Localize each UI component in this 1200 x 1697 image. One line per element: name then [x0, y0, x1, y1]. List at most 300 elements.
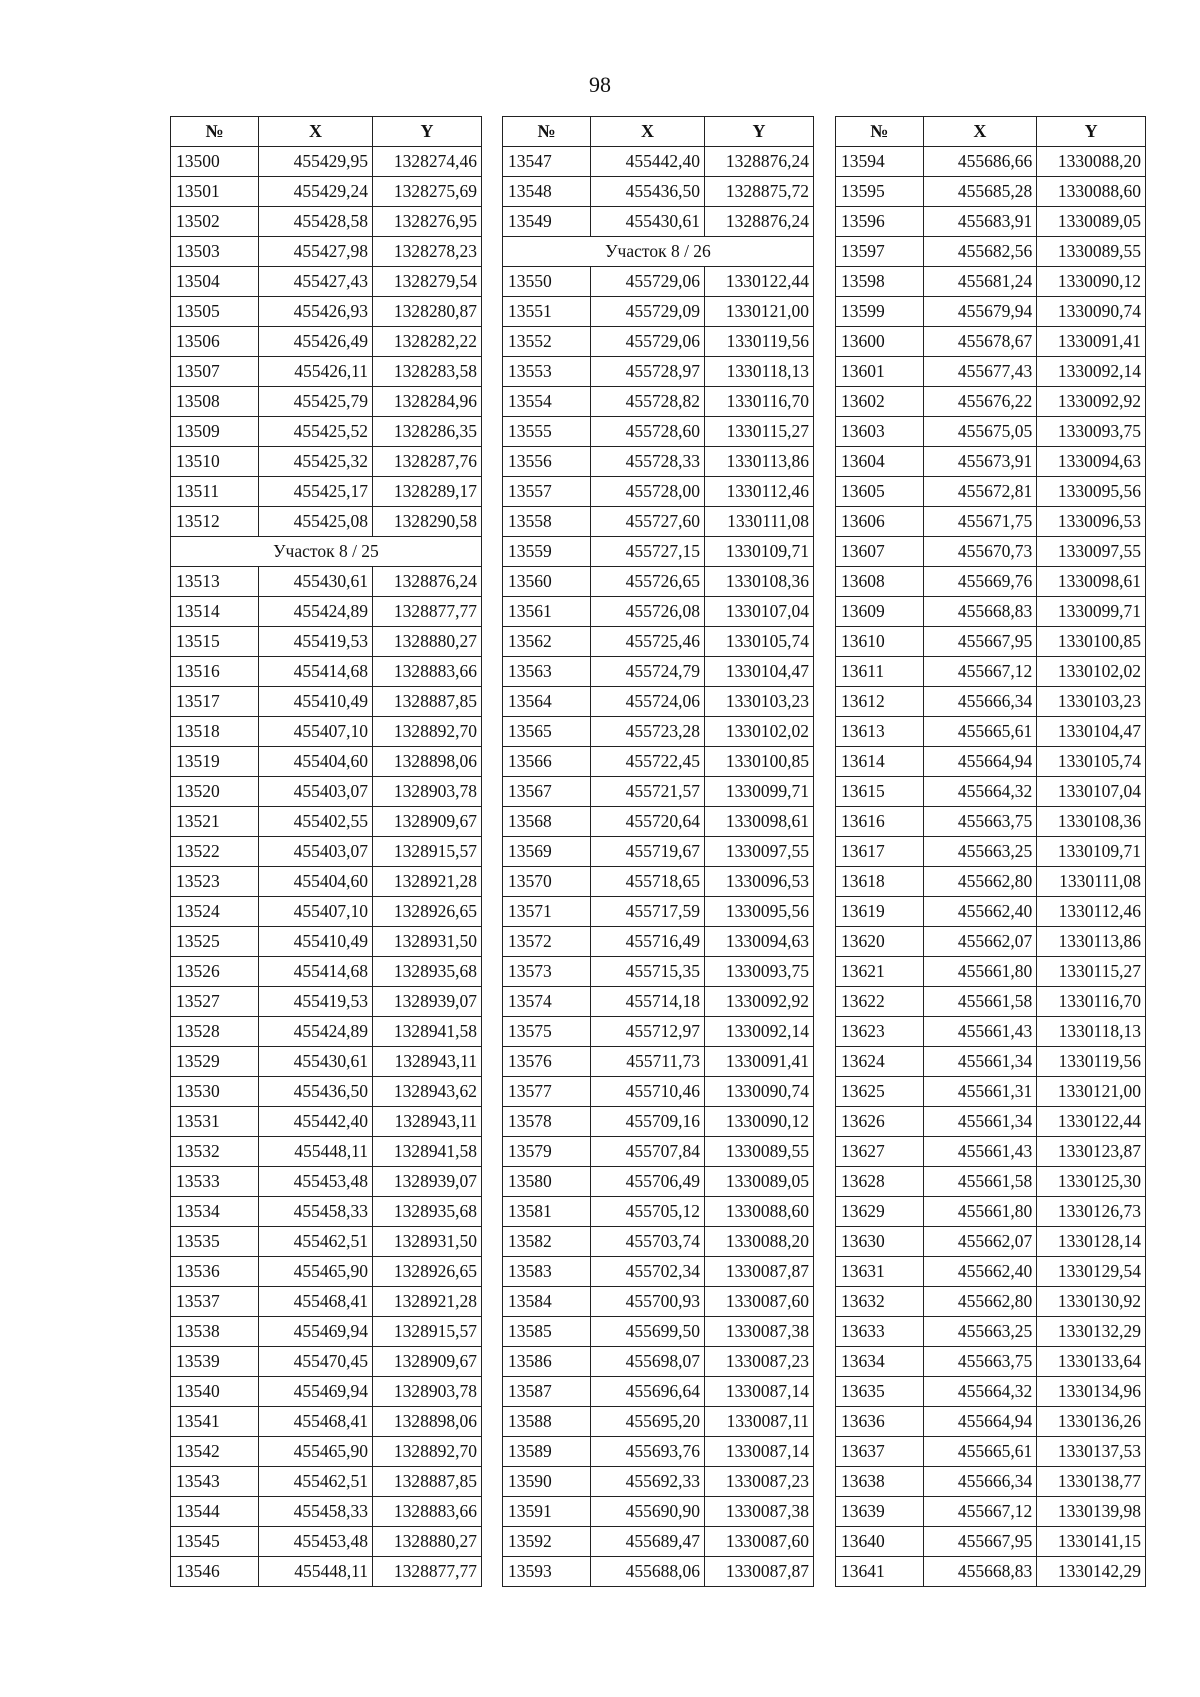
point-number: 13559: [503, 537, 591, 567]
x-coordinate: 455692,33: [591, 1467, 705, 1497]
x-coordinate: 455710,46: [591, 1077, 705, 1107]
x-coordinate: 455664,32: [923, 1377, 1037, 1407]
y-coordinate: 1328892,70: [373, 717, 482, 747]
point-number: 13522: [171, 837, 259, 867]
x-coordinate: 455729,06: [591, 327, 705, 357]
point-number: 13548: [503, 177, 591, 207]
x-coordinate: 455662,07: [923, 1227, 1037, 1257]
y-coordinate: 1328903,78: [373, 1377, 482, 1407]
y-coordinate: 1328892,70: [373, 1437, 482, 1467]
x-coordinate: 455700,93: [591, 1287, 705, 1317]
x-coordinate: 455428,58: [259, 207, 373, 237]
table-row: [171, 1527, 482, 1557]
point-number: 13558: [503, 507, 591, 537]
table-row: [836, 777, 1146, 807]
y-coordinate: 1330139,98: [1037, 1497, 1146, 1527]
point-number: 13584: [503, 1287, 591, 1317]
y-coordinate: 1330104,47: [705, 657, 814, 687]
table-row: [503, 1017, 814, 1047]
y-coordinate: 1328876,24: [705, 147, 814, 177]
point-number: 13541: [171, 1407, 259, 1437]
y-coordinate: 1330099,71: [705, 777, 814, 807]
point-number: 13504: [171, 267, 259, 297]
y-coordinate: 1328883,66: [373, 1497, 482, 1527]
y-coordinate: 1328880,27: [373, 1527, 482, 1557]
x-coordinate: 455675,05: [923, 417, 1037, 447]
table-row: [836, 1527, 1146, 1557]
x-coordinate: 455672,81: [923, 477, 1037, 507]
table-row: [171, 837, 482, 867]
point-number: 13633: [836, 1317, 924, 1347]
point-number: 13582: [503, 1227, 591, 1257]
x-coordinate: 455661,43: [923, 1137, 1037, 1167]
y-coordinate: 1330093,75: [1037, 417, 1146, 447]
point-number: 13586: [503, 1347, 591, 1377]
x-coordinate: 455670,73: [923, 537, 1037, 567]
table-row: [836, 1377, 1146, 1407]
table-row: [503, 1467, 814, 1497]
y-coordinate: 1330119,56: [705, 327, 814, 357]
x-coordinate: 455714,18: [591, 987, 705, 1017]
table-row: [836, 987, 1146, 1017]
y-coordinate: 1330138,77: [1037, 1467, 1146, 1497]
table-row: [836, 207, 1146, 237]
table-row: [836, 1317, 1146, 1347]
x-coordinate: 455469,94: [259, 1317, 373, 1347]
table-row: [171, 147, 482, 177]
y-coordinate: 1328943,11: [373, 1107, 482, 1137]
point-number: 13557: [503, 477, 591, 507]
y-coordinate: 1330098,61: [1037, 567, 1146, 597]
y-column-header: Y: [705, 117, 814, 147]
point-number: 13537: [171, 1287, 259, 1317]
table-row: [836, 897, 1146, 927]
x-coordinate: 455676,22: [923, 387, 1037, 417]
point-number: 13553: [503, 357, 591, 387]
table-row: [836, 1287, 1146, 1317]
y-coordinate: 1330112,46: [705, 477, 814, 507]
x-coordinate: 455661,58: [923, 1167, 1037, 1197]
table-row: [836, 1107, 1146, 1137]
table-row: [171, 1107, 482, 1137]
point-number: 13538: [171, 1317, 259, 1347]
x-coordinate: 455712,97: [591, 1017, 705, 1047]
point-number: 13587: [503, 1377, 591, 1407]
point-number: 13512: [171, 507, 259, 537]
y-coordinate: 1330121,00: [705, 297, 814, 327]
y-coordinate: 1328943,11: [373, 1047, 482, 1077]
x-coordinate: 455707,84: [591, 1137, 705, 1167]
x-coordinate: 455436,50: [259, 1077, 373, 1107]
y-coordinate: 1330109,71: [705, 537, 814, 567]
y-coordinate: 1328875,72: [705, 177, 814, 207]
y-coordinate: 1330087,11: [705, 1407, 814, 1437]
x-coordinate: 455666,34: [923, 1467, 1037, 1497]
x-coordinate: 455667,95: [923, 627, 1037, 657]
x-coordinate: 455661,80: [923, 1197, 1037, 1227]
y-coordinate: 1330088,20: [1037, 147, 1146, 177]
y-coordinate: 1328876,24: [705, 207, 814, 237]
x-coordinate: 455725,46: [591, 627, 705, 657]
x-coordinate: 455728,33: [591, 447, 705, 477]
x-coordinate: 455468,41: [259, 1287, 373, 1317]
table-row: [171, 447, 482, 477]
y-coordinate: 1330087,23: [705, 1347, 814, 1377]
table-row: [503, 747, 814, 777]
table-row: [503, 297, 814, 327]
point-number: 13630: [836, 1227, 924, 1257]
point-number: 13621: [836, 957, 924, 987]
y-coordinate: 1328280,87: [373, 297, 482, 327]
point-number: 13624: [836, 1047, 924, 1077]
table-row: [503, 357, 814, 387]
y-coordinate: 1330089,55: [1037, 237, 1146, 267]
table-row: [171, 1227, 482, 1257]
x-coordinate: 455673,91: [923, 447, 1037, 477]
point-number: 13614: [836, 747, 924, 777]
y-coordinate: 1328926,65: [373, 1257, 482, 1287]
coordinate-table-2: [502, 116, 814, 1587]
table-row: [836, 1077, 1146, 1107]
point-number: 13605: [836, 477, 924, 507]
table-row: [503, 687, 814, 717]
table-row: [503, 987, 814, 1017]
x-coordinate: 455661,31: [923, 1077, 1037, 1107]
point-number: 13622: [836, 987, 924, 1017]
x-coordinate: 455402,55: [259, 807, 373, 837]
y-coordinate: 1328290,58: [373, 507, 482, 537]
point-number: 13509: [171, 417, 259, 447]
table-row: [171, 1467, 482, 1497]
y-coordinate: 1328877,77: [373, 1557, 482, 1587]
x-coordinate: 455407,10: [259, 897, 373, 927]
table-row: [503, 147, 814, 177]
x-coordinate: 455719,67: [591, 837, 705, 867]
y-coordinate: 1330116,70: [705, 387, 814, 417]
point-number: 13581: [503, 1197, 591, 1227]
x-coordinate: 455414,68: [259, 957, 373, 987]
point-number: 13591: [503, 1497, 591, 1527]
y-coordinate: 1330087,60: [705, 1527, 814, 1557]
point-number: 13640: [836, 1527, 924, 1557]
x-coordinate: 455430,61: [259, 1047, 373, 1077]
y-coordinate: 1330095,56: [705, 897, 814, 927]
point-number: 13526: [171, 957, 259, 987]
y-coordinate: 1330096,53: [705, 867, 814, 897]
x-coordinate: 455424,89: [259, 597, 373, 627]
y-coordinate: 1330087,38: [705, 1497, 814, 1527]
x-coordinate: 455728,97: [591, 357, 705, 387]
table-row: [503, 927, 814, 957]
y-coordinate: 1330096,53: [1037, 507, 1146, 537]
x-coordinate: 455667,12: [923, 657, 1037, 687]
table-row: [171, 1197, 482, 1227]
x-coordinate: 455470,45: [259, 1347, 373, 1377]
x-coordinate: 455665,61: [923, 1437, 1037, 1467]
point-number: 13583: [503, 1257, 591, 1287]
point-number: 13628: [836, 1167, 924, 1197]
x-coordinate: 455724,79: [591, 657, 705, 687]
table-row: [171, 1257, 482, 1287]
coordinate-table-1: [170, 116, 482, 1587]
point-number: 13574: [503, 987, 591, 1017]
point-number: 13571: [503, 897, 591, 927]
point-number: 13520: [171, 777, 259, 807]
x-coordinate: 455688,06: [591, 1557, 705, 1587]
x-coordinate: 455436,50: [591, 177, 705, 207]
point-number: 13551: [503, 297, 591, 327]
y-coordinate: 1330100,85: [705, 747, 814, 777]
x-coordinate: 455429,95: [259, 147, 373, 177]
point-number: 13610: [836, 627, 924, 657]
y-coordinate: 1330102,02: [705, 717, 814, 747]
table-row: [836, 1047, 1146, 1077]
point-number: 13595: [836, 177, 924, 207]
x-coordinate: 455663,25: [923, 1317, 1037, 1347]
x-coordinate: 455458,33: [259, 1197, 373, 1227]
table-row: [836, 267, 1146, 297]
y-coordinate: 1330116,70: [1037, 987, 1146, 1017]
point-number: 13506: [171, 327, 259, 357]
x-coordinate: 455465,90: [259, 1437, 373, 1467]
y-coordinate: 1330098,61: [705, 807, 814, 837]
point-number: 13625: [836, 1077, 924, 1107]
table-row: [836, 807, 1146, 837]
point-number: 13556: [503, 447, 591, 477]
y-coordinate: 1330125,30: [1037, 1167, 1146, 1197]
x-coordinate: 455681,24: [923, 267, 1037, 297]
table-row: [171, 777, 482, 807]
x-coordinate: 455661,80: [923, 957, 1037, 987]
x-coordinate: 455682,56: [923, 237, 1037, 267]
point-number: 13596: [836, 207, 924, 237]
x-coordinate: 455711,73: [591, 1047, 705, 1077]
table-row: [503, 627, 814, 657]
table-row: [836, 447, 1146, 477]
x-coordinate: 455693,76: [591, 1437, 705, 1467]
x-coordinate: 455462,51: [259, 1467, 373, 1497]
point-number: 13518: [171, 717, 259, 747]
point-number: 13612: [836, 687, 924, 717]
y-coordinate: 1330102,02: [1037, 657, 1146, 687]
point-number: 13589: [503, 1437, 591, 1467]
point-number: 13602: [836, 387, 924, 417]
point-number: 13536: [171, 1257, 259, 1287]
x-coordinate: 455424,89: [259, 1017, 373, 1047]
y-coordinate: 1330130,92: [1037, 1287, 1146, 1317]
header-row: [503, 117, 814, 147]
table-row: [171, 717, 482, 747]
y-coordinate: 1330088,20: [705, 1227, 814, 1257]
x-coordinate: 455429,24: [259, 177, 373, 207]
point-number: 13554: [503, 387, 591, 417]
point-number: 13635: [836, 1377, 924, 1407]
table-row: [836, 1497, 1146, 1527]
table-row: [503, 1407, 814, 1437]
x-coordinate: 455715,35: [591, 957, 705, 987]
x-coordinate: 455430,61: [259, 567, 373, 597]
table-row: [171, 867, 482, 897]
point-number: 13527: [171, 987, 259, 1017]
table-row: [171, 807, 482, 837]
x-coordinate: 455728,82: [591, 387, 705, 417]
y-coordinate: 1330134,96: [1037, 1377, 1146, 1407]
point-number: 13566: [503, 747, 591, 777]
point-number: 13525: [171, 927, 259, 957]
table-row: [171, 1347, 482, 1377]
table-row: [171, 567, 482, 597]
x-coordinate: 455726,65: [591, 567, 705, 597]
point-number: 13508: [171, 387, 259, 417]
point-number: 13604: [836, 447, 924, 477]
point-number: 13564: [503, 687, 591, 717]
point-number: 13606: [836, 507, 924, 537]
x-coordinate: 455661,58: [923, 987, 1037, 1017]
y-coordinate: 1330092,92: [1037, 387, 1146, 417]
point-number: 13552: [503, 327, 591, 357]
y-coordinate: 1330123,87: [1037, 1137, 1146, 1167]
x-coordinate: 455663,75: [923, 807, 1037, 837]
y-column-header: Y: [1037, 117, 1146, 147]
point-number: 13505: [171, 297, 259, 327]
point-number: 13618: [836, 867, 924, 897]
y-coordinate: 1330132,29: [1037, 1317, 1146, 1347]
x-coordinate: 455426,93: [259, 297, 373, 327]
y-coordinate: 1330105,74: [705, 627, 814, 657]
point-number: 13627: [836, 1137, 924, 1167]
point-number: 13542: [171, 1437, 259, 1467]
table-row: [836, 927, 1146, 957]
y-coordinate: 1330112,46: [1037, 897, 1146, 927]
table-row: [836, 1137, 1146, 1167]
point-number: 13588: [503, 1407, 591, 1437]
table-row: [171, 1557, 482, 1587]
table-row: [503, 537, 814, 567]
x-coordinate: 455662,07: [923, 927, 1037, 957]
table-row: [171, 627, 482, 657]
table-row: [503, 1047, 814, 1077]
x-coordinate: 455727,15: [591, 537, 705, 567]
x-coordinate: 455662,40: [923, 1257, 1037, 1287]
point-number: 13524: [171, 897, 259, 927]
table-row: [836, 147, 1146, 177]
y-coordinate: 1328921,28: [373, 1287, 482, 1317]
y-coordinate: 1330092,92: [705, 987, 814, 1017]
point-number: 13576: [503, 1047, 591, 1077]
table-row: [836, 417, 1146, 447]
table-row: [503, 1347, 814, 1377]
table-row: [503, 447, 814, 477]
point-number: 13597: [836, 237, 924, 267]
x-coordinate: 455465,90: [259, 1257, 373, 1287]
y-coordinate: 1328877,77: [373, 597, 482, 627]
y-coordinate: 1330141,15: [1037, 1527, 1146, 1557]
x-coordinate: 455702,34: [591, 1257, 705, 1287]
point-number: 13572: [503, 927, 591, 957]
point-number: 13531: [171, 1107, 259, 1137]
y-coordinate: 1330118,13: [1037, 1017, 1146, 1047]
x-coordinate: 455662,40: [923, 897, 1037, 927]
y-coordinate: 1330103,23: [1037, 687, 1146, 717]
x-coordinate: 455469,94: [259, 1377, 373, 1407]
x-coordinate: 455425,08: [259, 507, 373, 537]
y-coordinate: 1330088,60: [705, 1197, 814, 1227]
point-number: 13540: [171, 1377, 259, 1407]
y-coordinate: 1330089,05: [1037, 207, 1146, 237]
x-coordinate: 455427,43: [259, 267, 373, 297]
y-coordinate: 1328289,17: [373, 477, 482, 507]
y-coordinate: 1328926,65: [373, 897, 482, 927]
y-coordinate: 1330089,55: [705, 1137, 814, 1167]
x-coordinate: 455685,28: [923, 177, 1037, 207]
x-coordinate: 455724,06: [591, 687, 705, 717]
x-column-header: X: [259, 117, 373, 147]
table-row: [503, 717, 814, 747]
y-coordinate: 1328276,95: [373, 207, 482, 237]
y-coordinate: 1328275,69: [373, 177, 482, 207]
point-number: 13517: [171, 687, 259, 717]
y-coordinate: 1330087,87: [705, 1557, 814, 1587]
x-coordinate: 455723,28: [591, 717, 705, 747]
table-row: [503, 777, 814, 807]
y-coordinate: 1328898,06: [373, 1407, 482, 1437]
table-row: [171, 1497, 482, 1527]
table-row: [171, 267, 482, 297]
point-number: 13594: [836, 147, 924, 177]
y-coordinate: 1330095,56: [1037, 477, 1146, 507]
point-number: 13626: [836, 1107, 924, 1137]
y-coordinate: 1330087,23: [705, 1467, 814, 1497]
point-number: 13513: [171, 567, 259, 597]
x-coordinate: 455709,16: [591, 1107, 705, 1137]
point-number: 13539: [171, 1347, 259, 1377]
table-row: [836, 1017, 1146, 1047]
point-number: 13620: [836, 927, 924, 957]
table-row: [503, 1377, 814, 1407]
x-coordinate: 455426,11: [259, 357, 373, 387]
x-coordinate: 455722,45: [591, 747, 705, 777]
x-coordinate: 455695,20: [591, 1407, 705, 1437]
x-coordinate: 455662,80: [923, 1287, 1037, 1317]
table-row: [171, 1377, 482, 1407]
x-coordinate: 455729,09: [591, 297, 705, 327]
x-coordinate: 455718,65: [591, 867, 705, 897]
x-coordinate: 455699,50: [591, 1317, 705, 1347]
x-coordinate: 455414,68: [259, 657, 373, 687]
y-coordinate: 1330090,12: [1037, 267, 1146, 297]
x-coordinate: 455662,80: [923, 867, 1037, 897]
point-number: 13560: [503, 567, 591, 597]
y-coordinate: 1328941,58: [373, 1017, 482, 1047]
table-row: [503, 387, 814, 417]
x-coordinate: 455664,94: [923, 747, 1037, 777]
x-column-header: X: [591, 117, 705, 147]
table-row: [503, 267, 814, 297]
point-number: 13511: [171, 477, 259, 507]
y-coordinate: 1330099,71: [1037, 597, 1146, 627]
y-coordinate: 1328287,76: [373, 447, 482, 477]
point-number: 13533: [171, 1167, 259, 1197]
point-number: 13575: [503, 1017, 591, 1047]
table-row: [503, 207, 814, 237]
table-row: [836, 1167, 1146, 1197]
x-coordinate: 455458,33: [259, 1497, 373, 1527]
point-number: 13528: [171, 1017, 259, 1047]
point-number: 13573: [503, 957, 591, 987]
table-row: [503, 1227, 814, 1257]
point-number: 13570: [503, 867, 591, 897]
x-coordinate: 455407,10: [259, 717, 373, 747]
